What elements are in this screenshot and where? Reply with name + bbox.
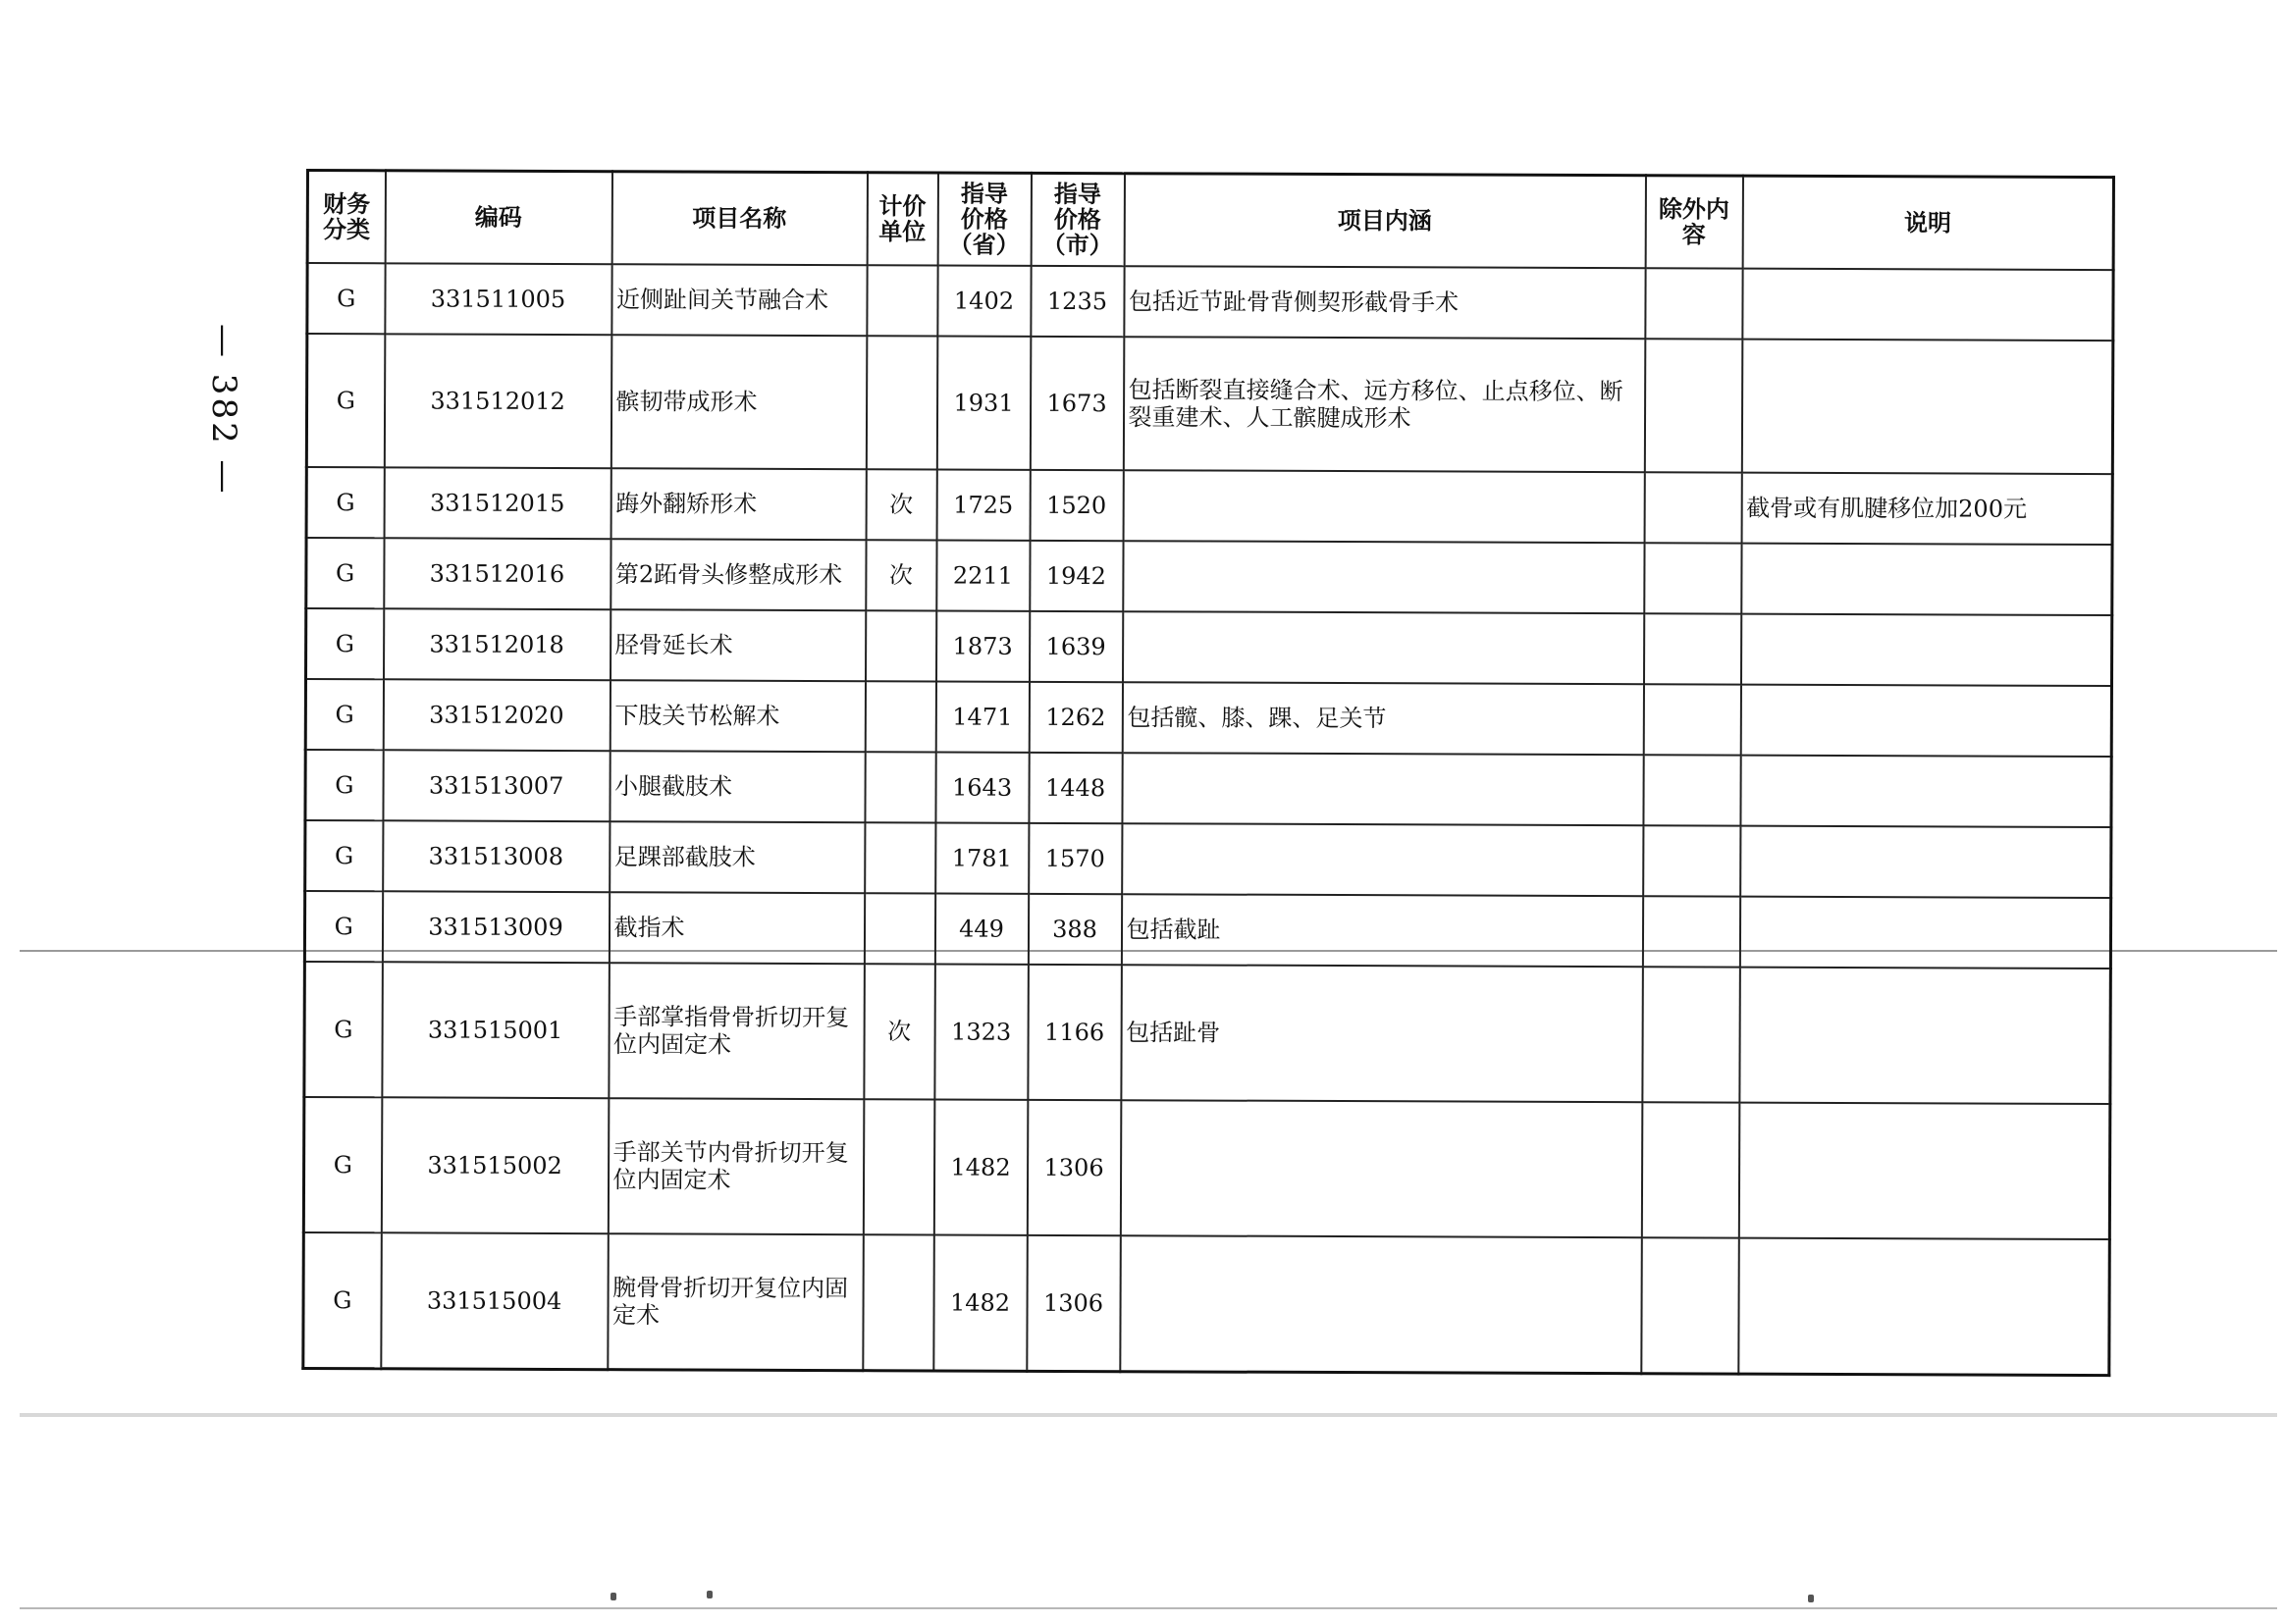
- cell-name: 小腿截肢术: [610, 751, 865, 822]
- cell-category: G: [306, 538, 384, 608]
- cell-notes: [1739, 968, 2111, 1104]
- cell-exclusions: [1641, 1237, 1739, 1373]
- cell-name: 髌韧带成形术: [611, 335, 867, 469]
- page-number: — 382 —: [204, 324, 243, 497]
- cell-price-province: 1781: [935, 822, 1029, 893]
- cell-unit: 次: [866, 469, 936, 540]
- cell-notes: [1740, 756, 2111, 827]
- cell-exclusions: [1642, 967, 1740, 1102]
- table-row: [307, 263, 2113, 341]
- cell-price-province: 2211: [936, 540, 1030, 610]
- cell-category: G: [306, 467, 384, 538]
- scan-speck: [611, 1593, 616, 1600]
- table-row: [304, 891, 2110, 969]
- cell-unit: [863, 1234, 934, 1370]
- cell-content: 包括髋、膝、踝、足关节: [1122, 682, 1643, 755]
- cell-code: 331512012: [384, 334, 611, 468]
- cell-price-city: 1942: [1030, 541, 1123, 611]
- table-row: [306, 608, 2112, 686]
- table-row: [305, 750, 2111, 827]
- cell-content: [1122, 823, 1643, 896]
- cell-name: 手部掌指骨骨折切开复位内固定术: [609, 963, 865, 1099]
- cell-category: G: [306, 608, 384, 679]
- cell-unit: [864, 893, 934, 964]
- cell-content: [1122, 753, 1643, 825]
- cell-content: 包括截趾: [1121, 894, 1642, 967]
- cell-notes: [1740, 685, 2111, 757]
- cell-exclusions: [1643, 613, 1740, 684]
- cell-name: 踇外翻矫形术: [611, 468, 866, 540]
- header-price-province: 指导 价格 （省）: [937, 173, 1031, 266]
- header-category: 财务 分类: [307, 171, 385, 264]
- cell-price-province: 1482: [933, 1099, 1028, 1234]
- cell-unit: 次: [866, 540, 936, 610]
- header-code: 编码: [385, 171, 611, 264]
- cell-code: 331512018: [384, 608, 611, 680]
- cell-notes: 截骨或有肌腱移位加200元: [1741, 473, 2112, 545]
- cell-exclusions: [1644, 543, 1741, 613]
- scan-specks: [0, 1585, 2284, 1614]
- header-content: 项目内涵: [1124, 174, 1645, 269]
- cell-price-city: 1235: [1031, 266, 1124, 337]
- cell-notes: [1740, 826, 2111, 898]
- cell-unit: [866, 336, 937, 469]
- cell-category: G: [305, 820, 383, 891]
- header-notes: 说明: [1742, 176, 2113, 270]
- cell-name: 截指术: [609, 892, 864, 964]
- cell-code: 331515004: [381, 1232, 609, 1369]
- cell-price-province: 1725: [936, 469, 1030, 540]
- cell-notes: [1739, 897, 2110, 969]
- price-table: [301, 169, 2115, 1377]
- cell-name: 近侧趾间关节融合术: [611, 264, 867, 336]
- cell-code: 331515001: [382, 962, 610, 1098]
- cell-price-city: 1166: [1028, 965, 1122, 1100]
- cell-unit: [865, 681, 935, 752]
- cell-price-province: 1873: [935, 610, 1029, 681]
- scan-speck: [1808, 1595, 1814, 1602]
- cell-exclusions: [1643, 755, 1740, 825]
- cell-category: G: [306, 334, 385, 467]
- cell-price-city: 1262: [1029, 682, 1122, 753]
- table-row: [306, 334, 2113, 474]
- cell-code: 331515002: [381, 1097, 609, 1233]
- cell-category: G: [303, 1097, 382, 1232]
- cell-content: [1123, 470, 1644, 543]
- scan-speck: [707, 1591, 713, 1598]
- table-row: [306, 538, 2112, 615]
- cell-exclusions: [1644, 339, 1742, 472]
- cell-content: [1120, 1100, 1642, 1237]
- table-header-row: [307, 171, 2113, 271]
- cell-code: 331513007: [383, 750, 610, 821]
- cell-exclusions: [1642, 896, 1739, 967]
- cell-exclusions: [1643, 825, 1740, 896]
- cell-price-province: 449: [934, 893, 1028, 964]
- cell-price-city: 1306: [1027, 1235, 1121, 1371]
- cell-exclusions: [1645, 268, 1742, 339]
- cell-price-province: 1931: [936, 336, 1031, 469]
- cell-price-city: 1306: [1027, 1100, 1121, 1235]
- cell-price-province: 1402: [937, 265, 1031, 336]
- cell-code: 331513008: [383, 820, 610, 892]
- table-row: [306, 467, 2112, 545]
- table-row: [303, 1232, 2110, 1375]
- cell-category: G: [304, 962, 383, 1097]
- cell-notes: [1738, 1103, 2110, 1239]
- cell-content: [1123, 541, 1644, 613]
- cell-price-city: 1570: [1029, 823, 1122, 894]
- cell-unit: [865, 610, 935, 681]
- cell-notes: [1741, 544, 2112, 615]
- cell-name: 腕骨骨折切开复位内固定术: [608, 1233, 864, 1370]
- table-row: [305, 679, 2111, 757]
- table-row: [305, 820, 2111, 898]
- cell-content: [1122, 611, 1643, 684]
- cell-unit: [867, 265, 937, 336]
- table-row: [304, 962, 2111, 1104]
- cell-name: 足踝部截肢术: [610, 821, 865, 893]
- cell-code: 331511005: [385, 263, 611, 335]
- cell-notes: [1741, 340, 2113, 474]
- cell-price-province: 1323: [934, 964, 1029, 1099]
- cell-content: 包括趾骨: [1121, 965, 1643, 1102]
- cell-price-city: 1448: [1029, 753, 1122, 823]
- cell-content: [1120, 1235, 1642, 1373]
- cell-exclusions: [1643, 684, 1740, 755]
- header-exclusions: 除外内 容: [1645, 176, 1742, 269]
- cell-code: 331512016: [384, 538, 611, 609]
- cell-category: G: [304, 891, 382, 962]
- cell-category: G: [305, 750, 383, 820]
- cell-exclusions: [1644, 472, 1741, 543]
- cell-name: 下肢关节松解术: [610, 680, 865, 752]
- cell-notes: [1742, 269, 2113, 341]
- cell-code: 331512015: [384, 467, 611, 539]
- cell-price-city: 1639: [1029, 611, 1122, 682]
- cell-code: 331513009: [382, 891, 609, 963]
- cell-code: 331512020: [383, 679, 610, 751]
- cell-category: G: [305, 679, 383, 750]
- cell-notes: [1740, 614, 2111, 686]
- cell-unit: [865, 752, 935, 822]
- cell-price-province: 1471: [935, 681, 1029, 752]
- table-row: [303, 1097, 2110, 1239]
- cell-notes: [1738, 1238, 2110, 1375]
- cell-unit: [865, 822, 935, 893]
- header-name: 项目名称: [611, 172, 867, 265]
- cell-content: 包括断裂直接缝合术、远方移位、止点移位、断裂重建术、人工髌腱成形术: [1123, 337, 1645, 472]
- cell-price-city: 388: [1028, 894, 1121, 965]
- cell-name: 手部关节内骨折切开复位内固定术: [608, 1098, 864, 1234]
- cell-unit: [863, 1099, 934, 1234]
- cell-category: G: [307, 263, 385, 334]
- scan-line: [20, 1413, 2277, 1417]
- cell-name: 第2跖骨头修整成形术: [611, 539, 866, 610]
- cell-price-city: 1520: [1030, 470, 1123, 541]
- cell-price-province: 1482: [933, 1234, 1028, 1370]
- cell-unit: 次: [864, 964, 935, 1099]
- cell-price-province: 1643: [935, 752, 1029, 822]
- header-price-city: 指导 价格 （市）: [1031, 173, 1124, 266]
- cell-exclusions: [1641, 1102, 1739, 1237]
- cell-price-city: 1673: [1030, 337, 1124, 470]
- cell-category: G: [303, 1232, 382, 1368]
- cell-name: 胫骨延长术: [611, 609, 866, 681]
- cell-content: 包括近节趾骨背侧契形截骨手术: [1124, 266, 1645, 339]
- header-unit: 计价 单位: [867, 173, 937, 266]
